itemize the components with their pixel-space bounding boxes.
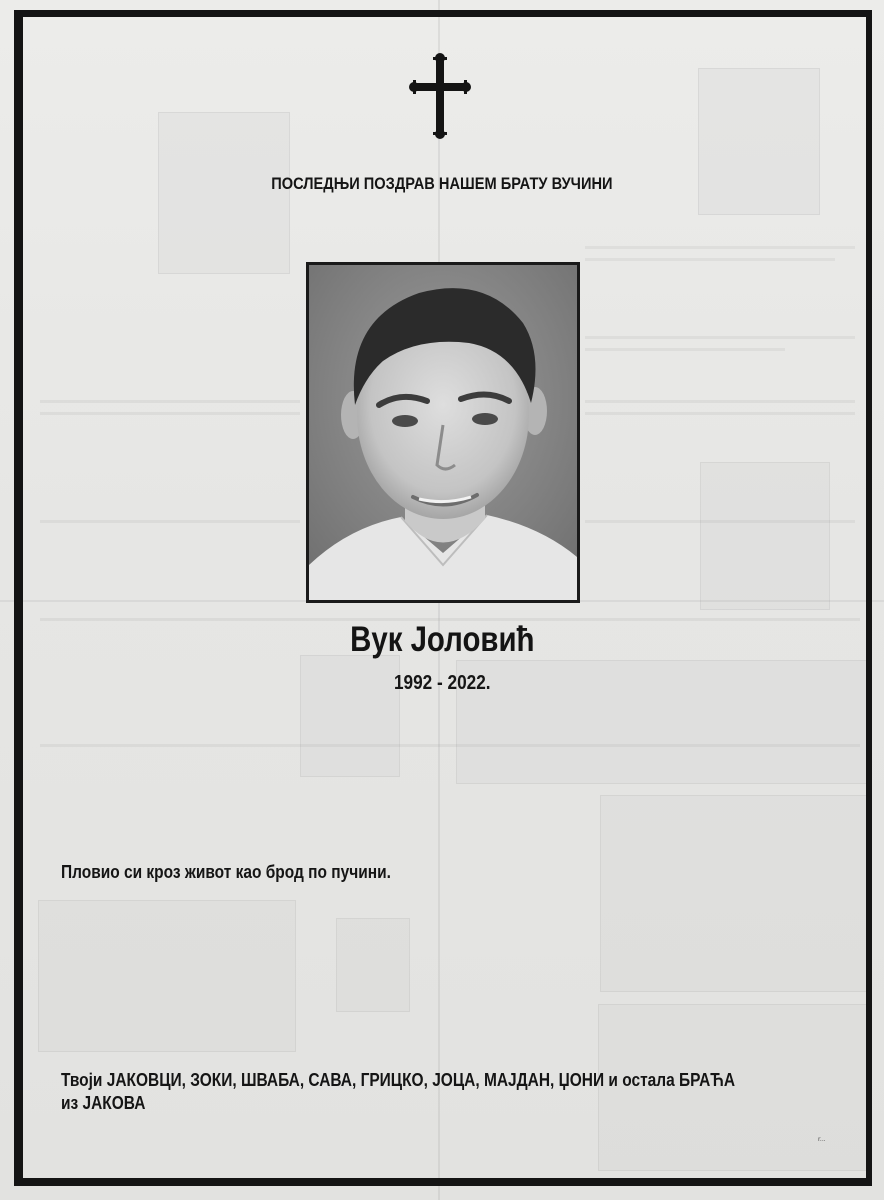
ad-code: r... — [818, 1136, 826, 1143]
life-years: 1992 - 2022. — [393, 672, 491, 694]
notice-heading: ПОСЛЕДЊИ ПОЗДРАВ НАШЕМ БРАТУ ВУЧИНИ — [271, 174, 613, 193]
memorial-verse: Пловио си кроз живот као брод по пучини. — [61, 862, 391, 882]
orthodox-cross-icon — [409, 53, 471, 139]
deceased-name: Вук Јоловић — [350, 620, 535, 659]
signature-block — [61, 1069, 844, 1115]
signature-line: из ЈАКОВА — [61, 1093, 146, 1113]
signature-line: Твоји ЈАКОВЦИ, ЗОКИ, ШВАБА, САВА, ГРИЦКО, ЈОЦА, МАЈДАН, ЏОНИ и остала БРАЋА — [61, 1070, 735, 1090]
portrait-photo — [306, 262, 580, 603]
